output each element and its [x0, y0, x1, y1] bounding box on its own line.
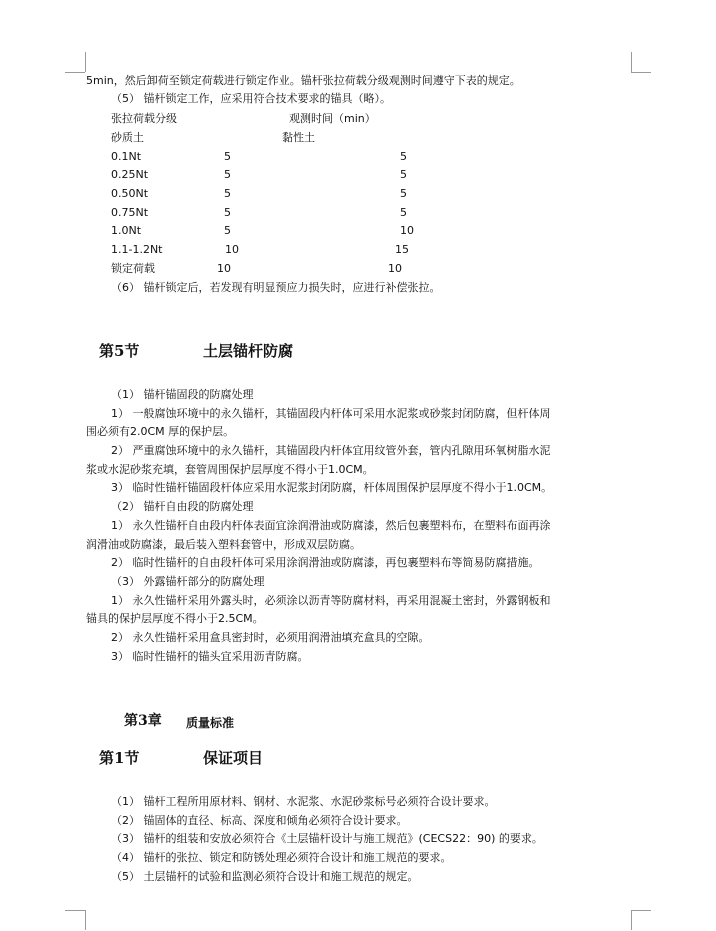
section-5-line: 润滑油或防腐漆，最后装入塑料套管中，形成双层防腐。 [86, 538, 361, 551]
crop-mark-bottom-left-v [85, 910, 86, 930]
section-5-line: 3） 临时性锚杆的锚头宜采用沥青防腐。 [111, 650, 309, 663]
table-row-clay: 5 [400, 187, 407, 200]
crop-mark-top-left-h [65, 72, 85, 73]
crop-mark-bottom-right-h [631, 910, 651, 911]
table-row-load: 0.50Nt [111, 187, 149, 200]
crop-mark-top-left-v [85, 52, 86, 72]
table-row-sandy: 5 [224, 187, 231, 200]
section-1-title: 保证项目 [203, 749, 264, 767]
table-header-sandy: 砂质土 [111, 131, 144, 144]
crop-mark-top-right-h [631, 72, 651, 73]
table-header-clay: 黏性土 [282, 131, 315, 144]
section-1-line: （4） 锚杆的张拉、锁定和防锈处理必须符合设计和施工规范的要求。 [111, 851, 452, 864]
crop-mark-bottom-right-v [631, 910, 632, 930]
section-5-line: 2） 临时性锚杆的自由段杆体可采用涂润滑油或防腐漆，再包裹塑料布等简易防腐措施。 [111, 556, 540, 569]
section-5-line: 1） 一般腐蚀环境中的永久锚杆，其锚固段内杆体可采用水泥浆或砂浆封闭防腐，但杆体周 [111, 407, 551, 420]
table-row-load: 0.25Nt [111, 168, 149, 181]
table-row-clay: 15 [395, 243, 409, 256]
section-1-line: （1） 锚杆工程所用原材料、钢材、水泥浆、水泥砂浆标号必须符合设计要求。 [111, 795, 496, 808]
section-1-line: （2） 锚固体的直径、标高、深度和倾角必须符合设计要求。 [111, 814, 408, 827]
chapter-3-title: 质量标准 [186, 716, 235, 730]
section-1-line: （3） 锚杆的组装和安放必须符合《土层锚杆设计与施工规范》(CECS22：90) 的要求。 [111, 832, 543, 845]
table-row-load: 锁定荷载 [111, 262, 155, 275]
section-5-line: （3） 外露锚杆部分的防腐处理 [111, 575, 265, 588]
table-row-sandy: 5 [224, 206, 231, 219]
table-row-clay: 5 [400, 206, 407, 219]
after-table-line: （6） 锚杆锁定后，若发现有明显预应力损失时，应进行补偿张拉。 [111, 281, 441, 294]
table-row-sandy: 5 [224, 224, 231, 237]
section-5-line: （1） 锚杆锚固段的防腐处理 [111, 388, 254, 401]
section-5-line: 1） 永久性锚杆自由段内杆体表面宜涂润滑油或防腐漆，然后包裹塑料布，在塑料布面再涂 [111, 519, 551, 532]
crop-mark-bottom-left-h [65, 910, 85, 911]
section-5-line: 2） 永久性锚杆采用盒具密封时，必须用润滑油填充盒具的空隙。 [111, 631, 430, 644]
section-5-line: （2） 锚杆自由段的防腐处理 [111, 500, 254, 513]
table-header-time: 观测时间（min） [289, 112, 376, 125]
section-5-title: 土层锚杆防腐 [203, 342, 294, 360]
chapter-3-number: 第3章 [124, 713, 162, 729]
section-1-line: （5） 土层锚杆的试验和监测必须符合设计和施工规范的规定。 [111, 870, 419, 883]
section-5-number: 第5节 [99, 342, 140, 360]
crop-mark-top-right-v [631, 52, 632, 72]
section-1-number: 第1节 [99, 749, 140, 767]
table-row-load: 1.0Nt [111, 224, 142, 237]
table-row-sandy: 10 [217, 262, 231, 275]
table-row-clay: 5 [400, 150, 407, 163]
table-row-load: 1.1-1.2Nt [111, 243, 163, 256]
table-row-clay: 10 [400, 224, 414, 237]
section-5-line: 锚具的保护层厚度不得小于2.5CM。 [86, 612, 264, 625]
section-5-line: 1） 永久性锚杆采用外露头时，必须涂以沥青等防腐材料，再采用混凝土密封，外露钢板和 [111, 594, 551, 607]
section-5-line: 2） 严重腐蚀环境中的永久锚杆，其锚固段内杆体宜用纹管外套，管内孔隙用环氧树脂水泥 [111, 444, 551, 457]
section-5-line: 浆或水泥砂浆充填，套管周围保护层厚度不得小于1.0CM。 [86, 463, 374, 476]
table-row-clay: 10 [388, 262, 402, 275]
table-row-clay: 5 [400, 168, 407, 181]
table-header-load: 张拉荷载分级 [111, 112, 177, 125]
intro-line-2: （5） 锚杆锁定工作，应采用符合技术要求的锚具（略）。 [111, 92, 391, 105]
table-row-sandy: 10 [225, 243, 239, 256]
intro-line-1: 5min，然后卸荷至锁定荷载进行锁定作业。锚杆张拉荷载分级观测时间遵守下表的规定。 [86, 74, 521, 87]
table-row-load: 0.75Nt [111, 206, 149, 219]
table-row-sandy: 5 [224, 150, 231, 163]
section-5-line: 3） 临时性锚杆锚固段杆体应采用水泥浆封闭防腐，杆体周围保护层厚度不得小于1.0CM。 [111, 481, 553, 494]
table-row-load: 0.1Nt [111, 150, 142, 163]
section-5-line: 围必须有2.0CM 厚的保护层。 [86, 425, 235, 438]
table-row-sandy: 5 [224, 168, 231, 181]
